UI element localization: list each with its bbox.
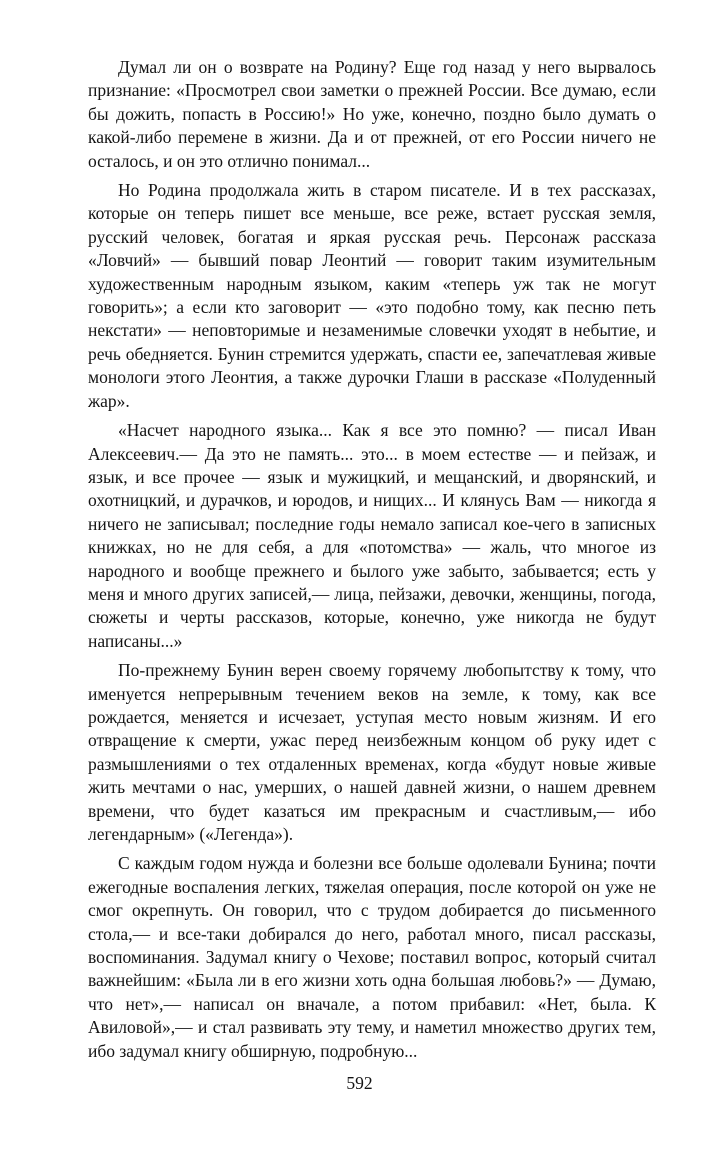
paragraph-5: С каждым годом нужда и болезни все больше одолевали Бунина; почти ежегодные воспаления легких, тяжелая операция, после которой он уже не смог окрепнуть. Он говорил, что с трудом добирается до письменного стола,— и все-таки добирался до него, работал много, писал рассказы, воспоминания. Задумал книгу о Чехове; поставил вопрос, который считал важнейшим: «Была ли в его жизни хоть одна большая любовь?» — Думаю, что нет»,— написал он вначале, а потом прибавил: «Нет, была. К Авиловой»,— и стал развивать эту тему, и наметил множество других тем, ибо задумал книгу обширную, подробную... — [88, 853, 656, 1061]
paragraph-4: По-прежнему Бунин верен своему горячему любопытству к тому, что именуется непрерывным течением веков на земле, к тому, как все рождается, меняется и исчезает, уступая место новым жизням. И его отвращение к смерти, ужас перед неизбежным концом об руку идет с размышлениями о тех отдаленных временах, когда «будут новые живые жить мечтами о нас, умерших, о нашей давней жизни, о нашем древнем времени, что будет казаться им прекрасным и счастливым,— ибо легендарным» («Легенда»). — [88, 660, 656, 844]
page-body — [88, 56, 656, 1069]
page-number: 592 — [346, 1073, 373, 1093]
paragraph-2: Но Родина продолжала жить в старом писателе. И в тех рассказах, которые он теперь пишет все меньше, все реже, встает русская земля, русский человек, богатая и яркая русская речь. Персонаж рассказа «Ловчий» — бывший повар Леонтий — говорит таким изумительным художественным народным языком, каким «теперь уж так не могут говорить»; а если кто заговорит — «это подобно тому, как песню петь некстати» — неповторимые и незаменимые словечки уходят в небытие, и речь обедняется. Бунин стремится удержать, спасти ее, запечатлевая живые монологи этого Леонтия, а также дурочки Глаши в рассказе «Полуденный жар». — [88, 180, 656, 411]
paragraph-3: «Насчет народного языка... Как я все это помню? — писал Иван Алексеевич.— Да это не память... это... в моем естестве — и пейзаж, и язык, и все прочее — язык и мужицкий, и мещанский, и дворянский, и охотницкий, и дурачков, и юродов, и нищих... И клянусь Вам — никогда я ничего не записывал; последние годы немало записал кое-чего в записных книжках, но не для себя, а для «потомства» — жаль, что многое из народного и вообще прежнего и былого уже забыто, забывается; есть у меня и много других записей,— лица, пейзажи, девочки, женщины, погода, сюжеты и черты рассказов, которые, конечно, уже никогда не будут написаны...» — [88, 420, 656, 651]
paragraph-1: Думал ли он о возврате на Родину? Еще год назад у него вырвалось признание: «Просмотрел свои заметки о прежней России. Все думаю, если бы дожить, попасть в Россию!» Но уже, конечно, поздно было думать о какой-либо перемене в жизни. Да и от прежней, от его России ничего не осталось, и он это отлично понимал... — [88, 57, 656, 171]
